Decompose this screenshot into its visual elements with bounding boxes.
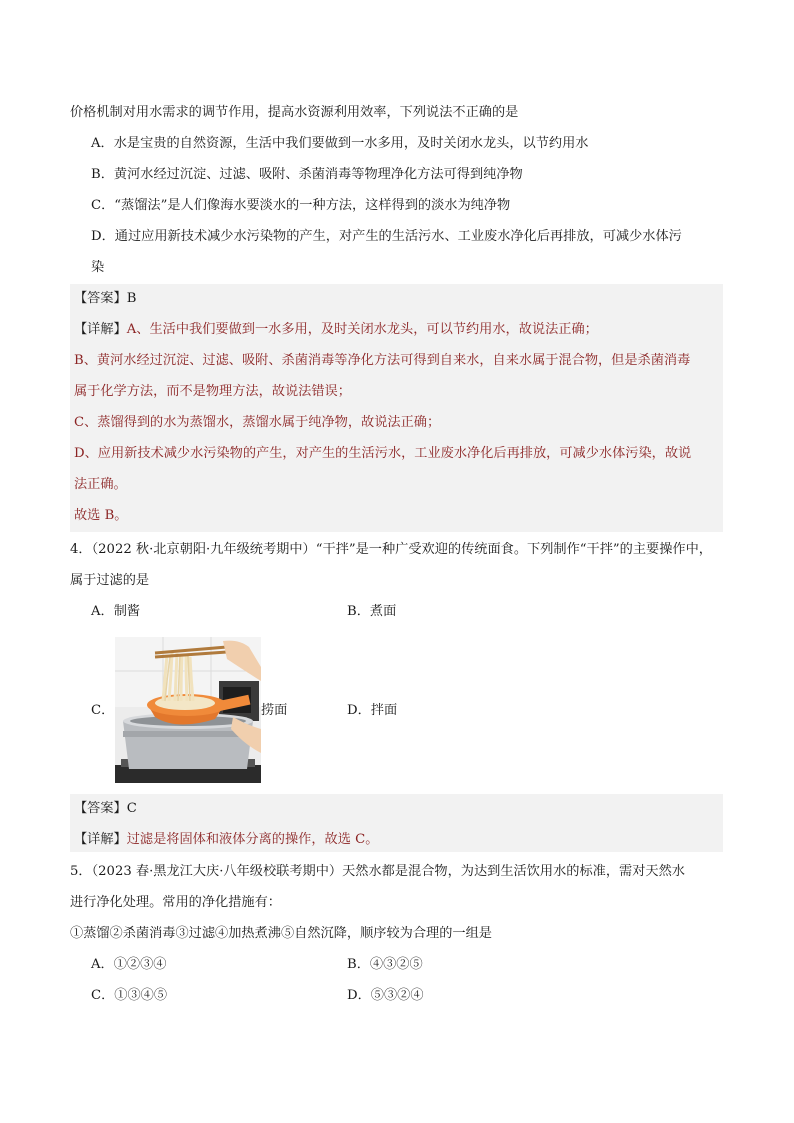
q5-option-a: A．①②③④ — [91, 957, 167, 972]
q4-option-a: A．制酱 — [91, 604, 141, 619]
q4-option-b: B．煮面 — [347, 604, 397, 619]
q3-detail-line-6: 法正确。 — [74, 477, 127, 492]
q3-option-d-continuation: 染 — [91, 260, 105, 275]
q5-option-d: D．⑤③②④ — [347, 988, 424, 1003]
q3-detail-line-2: B、黄河水经过沉淀、过滤、吸附、杀菌消毒等净化方法可得到自来水，自来水属于混合物，但是杀菌消毒 — [74, 353, 691, 368]
noodle-straining-illustration — [115, 637, 261, 783]
q3-option-d: D．通过应用新技术减少水污染物的产生，对产生的生活污水、工业废水净化后再排放，可减少水体污 — [91, 229, 682, 244]
q3-detail-label: 【详解】 — [74, 322, 127, 337]
q5-stem-line-1: 5．（2023 春·黑龙江大庆·八年级校联考期中）天然水都是混合物，为达到生活饮用水的标准，需对天然水 — [70, 864, 685, 879]
q4-stem-line-2: 属于过滤的是 — [70, 573, 150, 588]
q5-option-c: C．①③④⑤ — [91, 988, 168, 1003]
q3-option-b: B．黄河水经过沉淀、过滤、吸附、杀菌消毒等物理净化方法可得到纯净物 — [91, 167, 523, 182]
noodle-straining-photo — [115, 637, 261, 783]
q4-answer-label: 【答案】 — [74, 801, 127, 816]
q5-stem-line-3: ①蒸馏②杀菌消毒③过滤④加热煮沸⑤自然沉降，顺序较为合理的一组是 — [70, 926, 492, 941]
q3-detail-line-4: C、蒸馏得到的水为蒸馏水，蒸馏水属于纯净物，故说法正确； — [74, 415, 441, 430]
q4-answer-block — [70, 794, 723, 852]
q4-option-d: D．拌面 — [347, 703, 398, 718]
q5-option-b: B．④③②⑤ — [347, 957, 423, 972]
q3-answer-value: B — [126, 291, 137, 306]
q4-answer-value: C — [126, 801, 137, 816]
q3-stem-tail: 价格机制对用水需求的调节作用，提高水资源利用效率，下列说法不正确的是 — [70, 105, 519, 120]
q3-detail-line-5: D、应用新技术减少水污染物的产生，对产生的生活污水，工业废水净化后再排放，可减少水体污染，故说 — [74, 446, 692, 461]
q3-option-a: A．水是宝贵的自然资源，生活中我们要做到一水多用，及时关闭水龙头，以节约用水 — [91, 136, 589, 151]
q4-answer — [74, 800, 137, 818]
q4-option-c-text: 捞面 — [261, 703, 288, 718]
q3-answer-block — [70, 284, 723, 532]
q3-option-c: C．“蒸馏法”是人们像海水要淡水的一种方法，这样得到的淡水为纯净物 — [91, 198, 511, 213]
q3-detail-first — [74, 321, 598, 339]
q3-conclusion: 故选 B。 — [74, 508, 128, 523]
q4-detail — [74, 831, 378, 849]
q3-detail-line-3: 属于化学方法，而不是物理方法，故说法错误； — [74, 384, 351, 399]
q4-stem-line-1: 4．（2022 秋·北京朝阳·九年级统考期中）“干拌”是一种广受欢迎的传统面食。下列制作“干拌”的主要操作中， — [70, 542, 712, 557]
q3-detail-line-1: A、生活中我们要做到一水多用，及时关闭水龙头，可以节约用水，故说法正确； — [126, 322, 598, 337]
q3-answer-label: 【答案】 — [74, 291, 127, 306]
q4-detail-text: 过滤是将固体和液体分离的操作，故选 C。 — [126, 832, 379, 847]
q5-stem-line-2: 进行净化处理。常用的净化措施有： — [70, 895, 281, 910]
q4-option-c-label: C． — [91, 703, 115, 718]
q3-answer — [74, 290, 136, 308]
q4-detail-label: 【详解】 — [74, 832, 127, 847]
